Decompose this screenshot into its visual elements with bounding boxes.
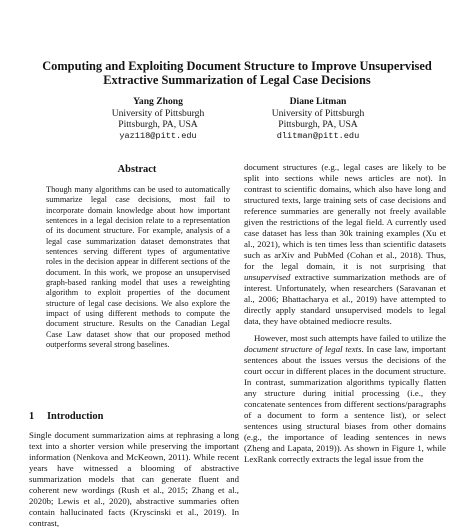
right-paragraph-1 <box>244 162 446 327</box>
section-title: Introduction <box>47 411 104 422</box>
right-column-text <box>244 162 446 465</box>
author-email: dlitman@pitt.edu <box>276 130 360 141</box>
text-span: However, most such attempts have failed to utilize the <box>254 333 446 343</box>
abstract-heading: Abstract <box>117 164 157 175</box>
section-heading-introduction <box>29 411 103 422</box>
emphasis-text: unsupervised <box>244 272 291 282</box>
emphasis-text: document structure of legal texts <box>244 344 362 354</box>
author-name: Yang Zhong <box>133 96 183 107</box>
text-span: extractive summarization methods are of interest. Unfortunately, when researchers (Saravanan et al., 2006; Bhattacharya et al., 2019) have attempted to directly apply standard unsupervised models to legal data, they have obtained mediocre results. <box>244 272 446 326</box>
text-span: document structures (e.g., legal cases are likely to be split into sections while news articles are not). In contrast to scientific domains, which also have long and structured texts, large training sets of case decisions and reference summaries are generally not freely available given the restrictions of the legal field. A currently used case dataset has less than 30k training examples (Xu et al., 2021), which is ten times less than scientific datasets such as arXiv and PubMed (Cohan et al., 2018). Thus, for the legal domain, it is not surprising that <box>244 162 446 271</box>
text-span: . In case law, important sentences about the issues versus the decisions of the court occur in different places in the document structure. In contrast, summarization algorithms typically flatten any structure during initial processing (i.e., they concatenate sentences from different sections/paragraphs of a document to form a sentence list), or select sentences using structural biases from other domains (e.g., the importance of leading sentences in news (Zheng and Lapata, 2019)). As shown in Figure 1, while LexRank correctly extracts the legal issue from the <box>244 344 446 464</box>
author-location: Pittsburgh, PA, USA <box>278 119 358 130</box>
author-name: Diane Litman <box>289 96 347 107</box>
author-email: yaz118@pitt.edu <box>119 130 197 141</box>
abstract-text: Though many algorithms can be used to automatically summarize legal case decisions, most fail to incorporate domain knowledge about how important sentences in a legal decision relate to a representation of its document structure. For example, analysis of a legal case summarization dataset demonstrates that sentences serving different types of argumentative roles in the decision appear in different sections of the document. In this work, we propose an unsupervised graph-based ranking model that uses a reweighting algorithm to exploit properties of the document structure of legal case decisions. We also explore the impact of using different methods to compute the document structure. Results on the Canadian Legal Case Law dataset show that our proposed method outperforms several strong baselines. <box>46 185 230 350</box>
author-affiliation: University of Pittsburgh <box>111 107 205 119</box>
section-number: 1 <box>29 411 35 422</box>
author-block-2 <box>238 96 398 142</box>
author-affiliation: University of Pittsburgh <box>271 107 365 119</box>
right-paragraph-2 <box>244 333 446 465</box>
author-location: Pittsburgh, PA, USA <box>118 119 198 130</box>
author-block-1 <box>78 96 238 142</box>
paper-title: Computing and Exploiting Document Structure to Improve Unsupervised Extractive Summarization of Legal Case Decisions <box>42 59 432 87</box>
introduction-text: Single document summarization aims at rephrasing a long text into a shorter version while preserving the important information (Nenkova and McKeown, 2011). While recent years have witnessed a blooming of abstractive summarization models that can generate fluent and coherent new wordings (Rush et al., 2015; Zhang et al., 2020b; Lewis et al., 2020), abstractive summaries often contain hallucinated facts (Kryscinski et al., 2019). In contrast, <box>29 430 239 528</box>
